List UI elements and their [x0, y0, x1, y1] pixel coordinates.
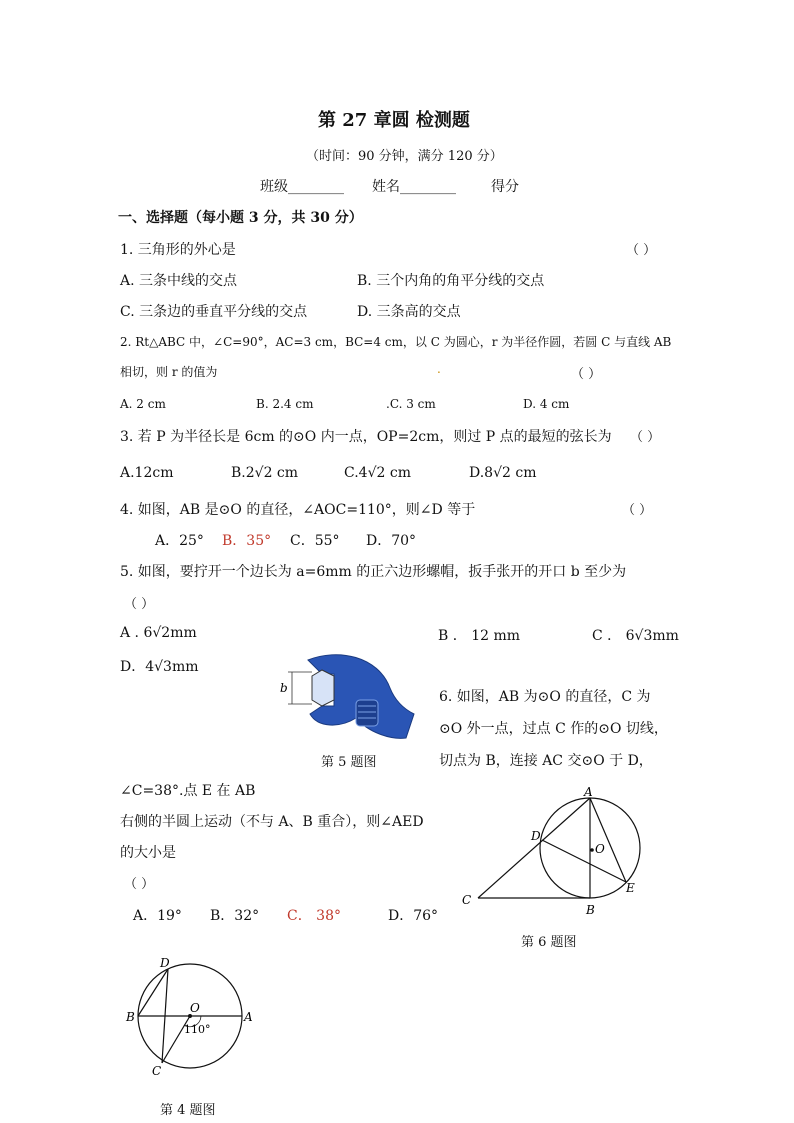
q6-label-a: A — [584, 785, 593, 799]
page-title: 第 27 章圆 检测题 — [318, 110, 470, 131]
q6-line1: 6. 如图，AB 为⊙O 的直径，C 为 — [439, 689, 651, 705]
q4-answer-paren: （ ） — [622, 503, 653, 518]
q4-option-c: C．55° — [290, 533, 340, 549]
q6-geometry-figure — [456, 784, 652, 920]
q2-line2: 相切，则 r 的值为 — [120, 365, 218, 379]
q1-answer-paren: （ ） — [626, 243, 657, 258]
q4-stem: 4. 如图，AB 是⊙O 的直径，∠AOC=110°，则∠D 等于 — [120, 502, 476, 518]
q5-option-a: A . 6√2mm — [120, 625, 197, 641]
q4-line-bd — [138, 969, 168, 1016]
q4-label-c: C — [152, 1064, 162, 1078]
q3-option-a: A.12cm — [120, 465, 174, 481]
name-field: 姓名________ — [372, 179, 456, 195]
q5-stem: 5. 如图，要拧开一个边长为 a=6mm 的正六边形螺帽，扳手张开的开口 b 至少为 — [120, 564, 627, 580]
q6-line2: ⊙O 外一点，过点 C 作的⊙O 切线， — [439, 721, 668, 737]
q5-option-b: B ． 12 mm — [438, 628, 521, 644]
q6-line3: 切点为 B，连接 AC 交⊙O 于 D， — [439, 753, 653, 769]
class-field: 班级________ — [260, 179, 344, 195]
q3-answer-paren: （ ） — [630, 430, 661, 445]
q6-label-d: D — [531, 829, 541, 843]
q6-label-c: C — [462, 893, 472, 907]
q6-label-b: B — [586, 903, 595, 917]
q4-option-a: A．25° — [155, 533, 204, 549]
q3-stem: 3. 若 P 为半径长是 6cm 的⊙O 内一点，OP=2cm，则过 P 点的最短的弦长为 — [120, 429, 612, 445]
q1-option-c: C. 三条边的垂直平分线的交点 — [120, 304, 308, 320]
q2-line1: 2. Rt△ABC 中，∠C=90°，AC=3 cm，BC=4 cm，以 C 为圆心，r 为半径作圆，若圆 C 与直线 AB — [120, 335, 672, 349]
section-heading: 一、选择题（每小题 3 分，共 30 分） — [118, 210, 363, 226]
q6-line5: 右侧的半圆上运动（不与 A、B 重合），则∠AED — [120, 814, 424, 830]
q3-option-d: D.8√2 cm — [469, 465, 537, 481]
wrench-figure — [278, 648, 416, 746]
q4-option-d: D．70° — [366, 533, 417, 549]
q5-option-d: D．4√3mm — [120, 659, 199, 675]
q2-option-a: A. 2 cm — [120, 397, 166, 411]
q1-option-b: B. 三个内角的角平分线的交点 — [357, 273, 545, 289]
fig4-caption: 第 4 题图 — [160, 1103, 216, 1118]
q6-label-o: O — [595, 842, 605, 856]
q4-angle-label: 110° — [184, 1023, 211, 1036]
fig5-caption: 第 5 题图 — [321, 755, 377, 770]
q2-answer-paren: （ ） — [571, 367, 602, 382]
q4-label-b: B — [126, 1010, 135, 1024]
score-field: 得分 — [491, 179, 519, 195]
q6-option-d: D．76° — [388, 908, 439, 924]
q4-option-b: B．35° — [222, 533, 272, 549]
q3-option-b: B.2√2 cm — [231, 465, 299, 481]
q1-stem: 1. 三角形的外心是 — [120, 242, 236, 258]
q6-option-b: B．32° — [210, 908, 260, 924]
q6-line-ae — [590, 798, 626, 882]
q1-option-a: A. 三条中线的交点 — [120, 273, 238, 289]
q6-line-ca — [478, 798, 590, 898]
q6-label-e: E — [626, 881, 635, 895]
q4-label-o: O — [190, 1001, 200, 1015]
q3-option-c: C.4√2 cm — [344, 465, 411, 481]
hex-nut-shape — [312, 670, 334, 706]
q6-option-c: C． 38° — [287, 908, 341, 924]
q2-stray-dot: . — [437, 362, 441, 376]
q6-option-a: A．19° — [133, 908, 182, 924]
time-score-note: （时间：90 分钟，满分 120 分） — [306, 149, 503, 164]
q2-option-c: .C. 3 cm — [386, 397, 436, 411]
q5-answer-paren: （ ） — [124, 597, 155, 612]
q6-line6: 的大小是 — [120, 845, 176, 861]
q2-option-b: B. 2.4 cm — [256, 397, 314, 411]
wrench-b-label: b — [280, 681, 288, 695]
q4-label-a: A — [244, 1010, 253, 1024]
q1-option-d: D. 三条高的交点 — [357, 304, 461, 320]
q5-option-c: C ． 6√3mm — [592, 628, 679, 644]
q2-option-d: D. 4 cm — [523, 397, 570, 411]
q4-geometry-figure — [122, 955, 262, 1083]
q6-line4: ∠C=38°.点 E 在 AB — [120, 783, 256, 799]
q6-line-de — [542, 840, 626, 882]
q4-label-d: D — [160, 956, 170, 970]
fig6-caption: 第 6 题图 — [521, 935, 577, 950]
q6-answer-paren: （ ） — [124, 877, 155, 892]
